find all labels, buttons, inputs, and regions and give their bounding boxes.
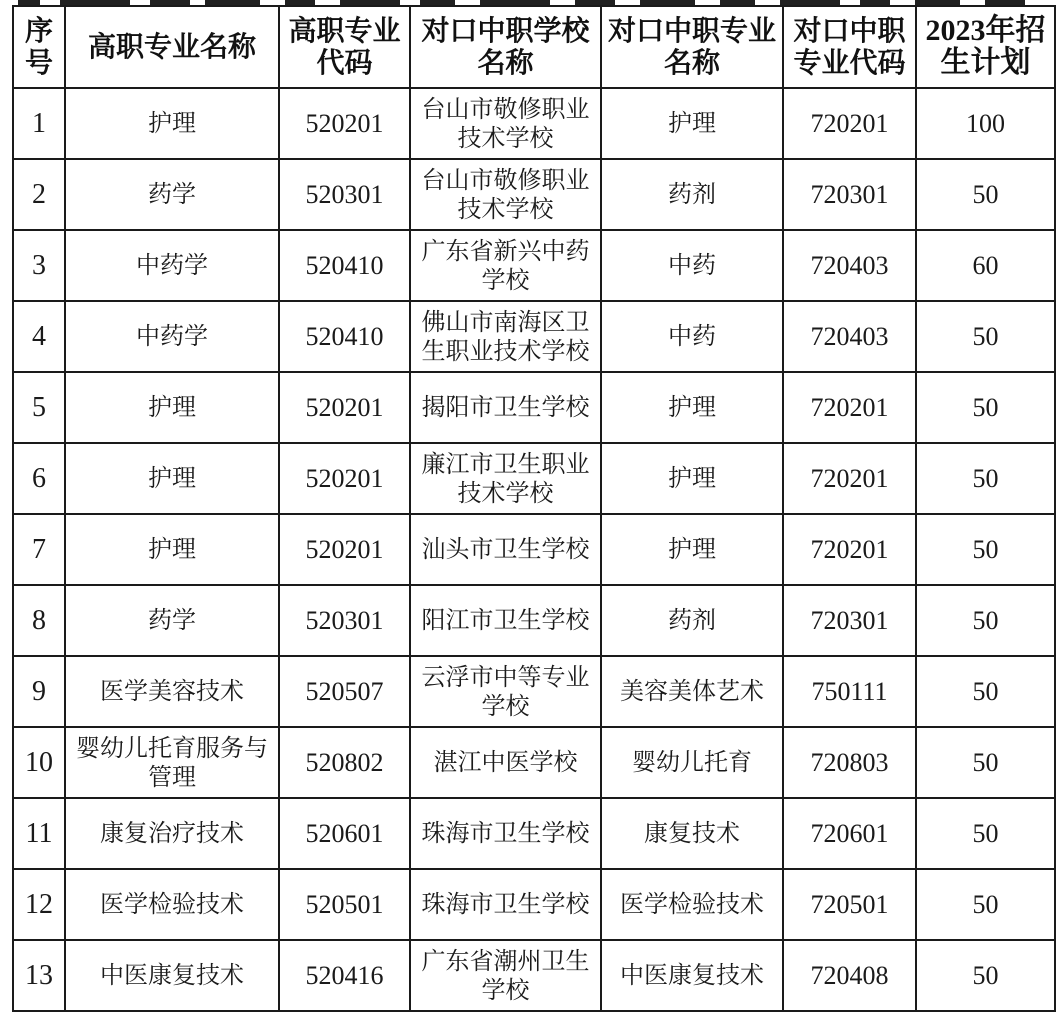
cell-seq: 2 bbox=[13, 159, 65, 230]
cell-sec-major: 药剂 bbox=[601, 159, 783, 230]
cell-sec-major: 护理 bbox=[601, 88, 783, 159]
cell-plan: 50 bbox=[916, 656, 1055, 727]
cell-plan: 50 bbox=[916, 372, 1055, 443]
cell-school: 汕头市卫生学校 bbox=[410, 514, 601, 585]
cell-sec-major: 医学检验技术 bbox=[601, 869, 783, 940]
cell-seq: 11 bbox=[13, 798, 65, 869]
cell-school: 广东省新兴中药学校 bbox=[410, 230, 601, 301]
cell-school: 廉江市卫生职业技术学校 bbox=[410, 443, 601, 514]
cell-sec-code: 720501 bbox=[783, 869, 916, 940]
cell-plan: 50 bbox=[916, 798, 1055, 869]
cell-major-name: 护理 bbox=[65, 88, 279, 159]
cell-major-code: 520301 bbox=[279, 585, 410, 656]
cell-major-code: 520201 bbox=[279, 443, 410, 514]
cell-major-name: 护理 bbox=[65, 514, 279, 585]
cell-sec-code: 750111 bbox=[783, 656, 916, 727]
cell-seq: 7 bbox=[13, 514, 65, 585]
table-row bbox=[13, 585, 1055, 656]
cell-sec-code: 720408 bbox=[783, 940, 916, 1011]
cell-school: 阳江市卫生学校 bbox=[410, 585, 601, 656]
cell-plan: 50 bbox=[916, 585, 1055, 656]
cell-plan: 50 bbox=[916, 159, 1055, 230]
cell-major-code: 520416 bbox=[279, 940, 410, 1011]
cell-school: 揭阳市卫生学校 bbox=[410, 372, 601, 443]
table-row bbox=[13, 869, 1055, 940]
header-school: 对口中职学校名称 bbox=[410, 6, 601, 88]
cell-sec-code: 720301 bbox=[783, 159, 916, 230]
table-row bbox=[13, 443, 1055, 514]
cell-plan: 50 bbox=[916, 301, 1055, 372]
cell-sec-code: 720201 bbox=[783, 372, 916, 443]
cell-seq: 10 bbox=[13, 727, 65, 798]
cell-major-code: 520301 bbox=[279, 159, 410, 230]
cell-sec-major: 美容美体艺术 bbox=[601, 656, 783, 727]
cell-sec-code: 720601 bbox=[783, 798, 916, 869]
cell-seq: 3 bbox=[13, 230, 65, 301]
cell-major-name: 药学 bbox=[65, 585, 279, 656]
cell-school: 台山市敬修职业技术学校 bbox=[410, 88, 601, 159]
cell-school: 珠海市卫生学校 bbox=[410, 869, 601, 940]
cell-sec-code: 720201 bbox=[783, 88, 916, 159]
table-row bbox=[13, 301, 1055, 372]
cell-plan: 50 bbox=[916, 514, 1055, 585]
table-row bbox=[13, 159, 1055, 230]
cell-seq: 9 bbox=[13, 656, 65, 727]
cell-sec-major: 护理 bbox=[601, 372, 783, 443]
cell-major-name: 医学检验技术 bbox=[65, 869, 279, 940]
cell-sec-code: 720201 bbox=[783, 443, 916, 514]
cell-major-name: 护理 bbox=[65, 372, 279, 443]
cell-school: 佛山市南海区卫生职业技术学校 bbox=[410, 301, 601, 372]
cell-plan: 50 bbox=[916, 443, 1055, 514]
cell-sec-code: 720803 bbox=[783, 727, 916, 798]
cell-major-name: 婴幼儿托育服务与管理 bbox=[65, 727, 279, 798]
cell-major-name: 中医康复技术 bbox=[65, 940, 279, 1011]
table-row bbox=[13, 727, 1055, 798]
cell-seq: 12 bbox=[13, 869, 65, 940]
cell-major-code: 520501 bbox=[279, 869, 410, 940]
header-plan: 2023年招生计划 bbox=[916, 6, 1055, 88]
cell-school: 云浮市中等专业学校 bbox=[410, 656, 601, 727]
cell-major-code: 520201 bbox=[279, 514, 410, 585]
cell-school: 珠海市卫生学校 bbox=[410, 798, 601, 869]
cell-major-code: 520601 bbox=[279, 798, 410, 869]
header-seq: 序号 bbox=[13, 6, 65, 88]
cell-sec-major: 护理 bbox=[601, 514, 783, 585]
cell-sec-major: 婴幼儿托育 bbox=[601, 727, 783, 798]
cell-seq: 6 bbox=[13, 443, 65, 514]
cell-sec-major: 药剂 bbox=[601, 585, 783, 656]
cell-plan: 50 bbox=[916, 940, 1055, 1011]
cell-major-code: 520410 bbox=[279, 230, 410, 301]
table-row bbox=[13, 798, 1055, 869]
cell-plan: 100 bbox=[916, 88, 1055, 159]
header-sec-code: 对口中职专业代码 bbox=[783, 6, 916, 88]
table-row bbox=[13, 514, 1055, 585]
cell-sec-code: 720201 bbox=[783, 514, 916, 585]
cell-major-code: 520507 bbox=[279, 656, 410, 727]
enrollment-table-container bbox=[12, 5, 1054, 1012]
cell-sec-major: 中医康复技术 bbox=[601, 940, 783, 1011]
cell-sec-code: 720301 bbox=[783, 585, 916, 656]
cell-major-code: 520802 bbox=[279, 727, 410, 798]
cell-school: 广东省潮州卫生学校 bbox=[410, 940, 601, 1011]
cell-sec-major: 中药 bbox=[601, 301, 783, 372]
cell-seq: 13 bbox=[13, 940, 65, 1011]
table-row bbox=[13, 230, 1055, 301]
cell-plan: 50 bbox=[916, 727, 1055, 798]
cell-major-name: 中药学 bbox=[65, 301, 279, 372]
cell-major-name: 药学 bbox=[65, 159, 279, 230]
cell-seq: 5 bbox=[13, 372, 65, 443]
cell-major-code: 520201 bbox=[279, 88, 410, 159]
cell-sec-major: 护理 bbox=[601, 443, 783, 514]
table-row bbox=[13, 88, 1055, 159]
table-row bbox=[13, 656, 1055, 727]
cell-school: 台山市敬修职业技术学校 bbox=[410, 159, 601, 230]
table-header-row bbox=[13, 6, 1055, 88]
cell-plan: 50 bbox=[916, 869, 1055, 940]
cell-major-code: 520410 bbox=[279, 301, 410, 372]
table-row bbox=[13, 940, 1055, 1011]
cell-sec-major: 中药 bbox=[601, 230, 783, 301]
cell-school: 湛江中医学校 bbox=[410, 727, 601, 798]
cell-seq: 4 bbox=[13, 301, 65, 372]
cell-major-name: 医学美容技术 bbox=[65, 656, 279, 727]
cell-seq: 1 bbox=[13, 88, 65, 159]
header-major-name: 高职专业名称 bbox=[65, 6, 279, 88]
enrollment-table bbox=[12, 5, 1056, 1012]
cell-sec-code: 720403 bbox=[783, 301, 916, 372]
cell-seq: 8 bbox=[13, 585, 65, 656]
cell-major-name: 中药学 bbox=[65, 230, 279, 301]
header-major-code: 高职专业代码 bbox=[279, 6, 410, 88]
header-sec-major: 对口中职专业名称 bbox=[601, 6, 783, 88]
table-row bbox=[13, 372, 1055, 443]
cell-plan: 60 bbox=[916, 230, 1055, 301]
cell-sec-code: 720403 bbox=[783, 230, 916, 301]
cell-sec-major: 康复技术 bbox=[601, 798, 783, 869]
cell-major-code: 520201 bbox=[279, 372, 410, 443]
cell-major-name: 护理 bbox=[65, 443, 279, 514]
cell-major-name: 康复治疗技术 bbox=[65, 798, 279, 869]
